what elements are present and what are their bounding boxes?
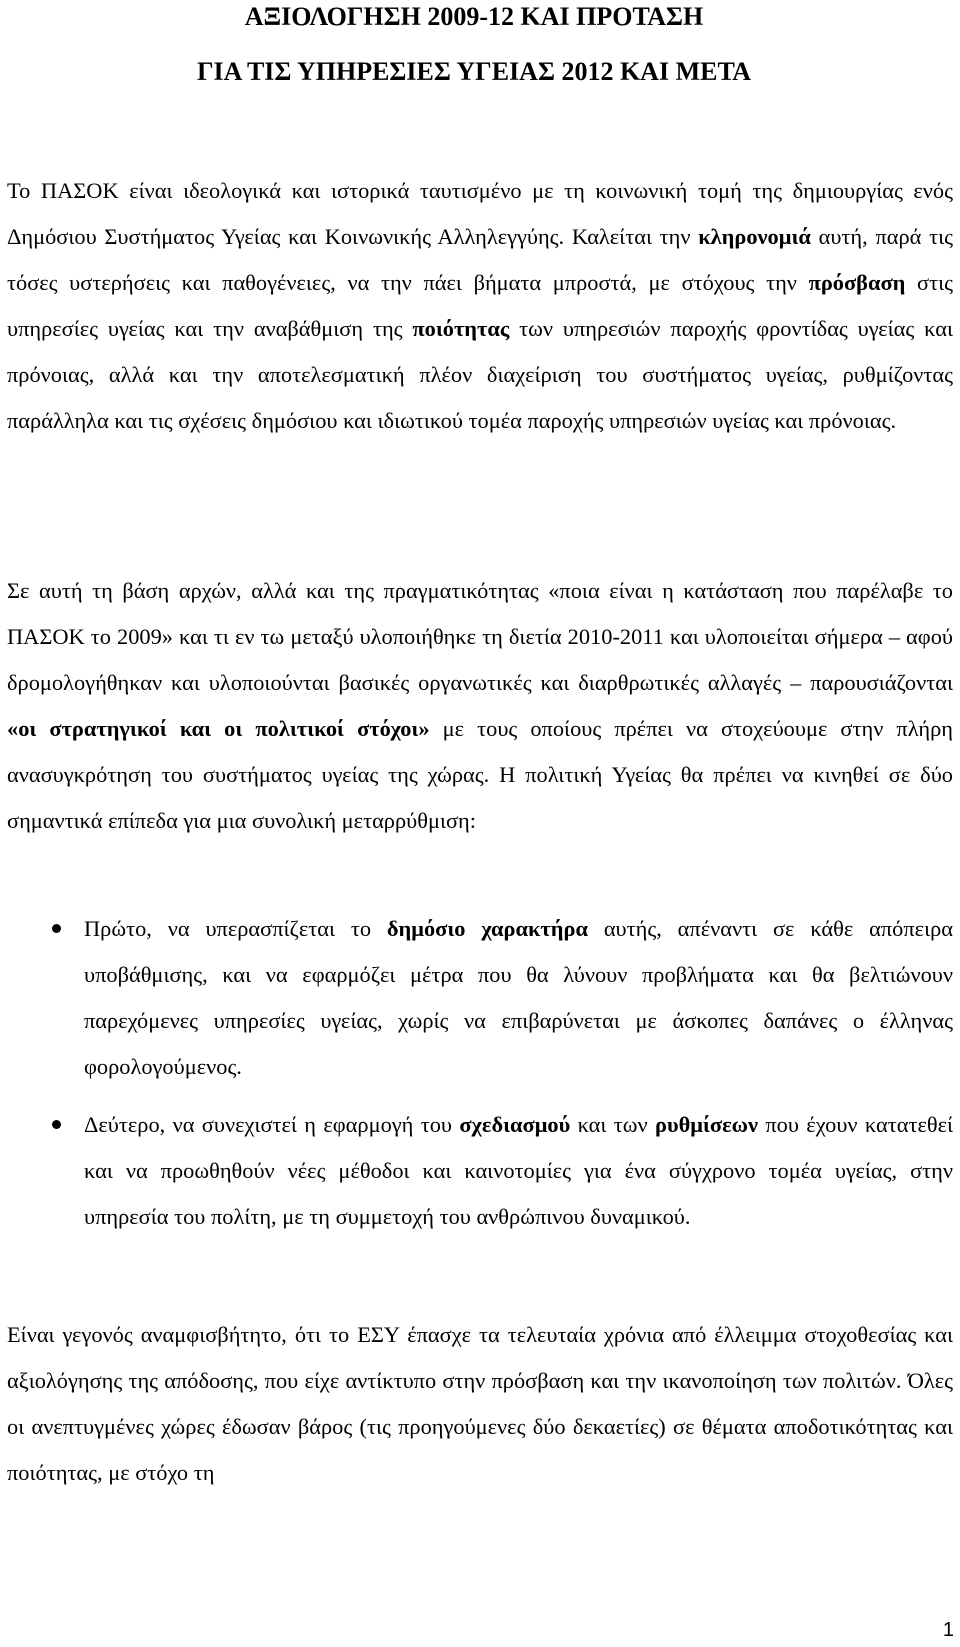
text-span: που έχουν κατατεθεί και να προωθηθούν νέες μέθοδοι και καινοτομίες για ένα σύγχρονο τομέα υγείας, στην υπηρεσία του πολίτη, με τη συμμετοχή του ανθρώπινου δυναμικού. [84,1112,953,1229]
bold-term: ρυθμίσεων [654,1112,759,1137]
bold-term: κληρονομιά [698,224,811,249]
paragraph-goals [7,568,953,844]
bullet-list [0,906,960,1252]
bold-term: «οι στρατηγικοί και οι πολιτικοί στόχοι» [7,716,430,741]
text-span: αυτής, απέναντι σε κάθε απόπειρα υποβάθμισης, και να εφαρμόζει μέτρα που θα λύνουν προβλήματα και θα βελτιώνουν παρεχόμενες υπηρεσίες υγείας, χωρίς να επιβαρύνεται με άσκοπες δαπάνες ο έλληνας φορολογούμενος. [84,916,953,1079]
text-span: με τους οποίους πρέπει να στοχεύουμε στην πλήρη ανασυγκρότηση του συστήματος υγείας της χώρας. Η πολιτική Υγείας θα πρέπει να κινηθεί σε δύο σημαντικά επίπεδα για μια συνολική μεταρρύθμιση: [7,716,953,833]
list-item [0,1102,960,1240]
text-span: των υπηρεσιών παροχής φροντίδας υγείας και πρόνοιας, αλλά και την αποτελεσματική πλέον διαχείριση του συστήματος υγείας, ρυθμίζοντας παράλληλα και τις σχέσεις δημόσιου και ιδιωτικού τομέα παροχής υπηρεσιών υγείας και πρόνοιας. [7,316,953,433]
text-span: Είναι γεγονός αναμφισβήτητο, ότι το ΕΣΥ έπασχε τα τελευταία χρόνια από έλλειμμα στοχοθεσίας και αξιολόγησης της απόδοσης, που είχε αντίκτυπο στην πρόσβαση και την ικανοποίηση των πολιτών. Όλες οι ανεπτυγμένες χώρες έδωσαν βάρος (τις προηγούμενες δύο δεκαετίες) σε θέματα αποδοτικότητας και ποιότητας, με στόχο τη [7,1322,953,1485]
paragraph-assessment [7,1312,953,1496]
paragraph-intro [7,168,953,444]
bold-term: δημόσιο χαρακτήρα [386,916,588,941]
text-span: Το ΠΑΣΟΚ είναι ιδεολογικά και ιστορικά ταυτισμένο με τη κοινωνική τομή της δημιουργίας ενός Δημόσιου Συστήματος Υγείας και Κοινωνικής Αλληλεγγύης. Καλείται την [7,178,953,249]
document-title-line-1: ΑΞΙΟΛΟΓΗΣΗ 2009-12 ΚΑΙ ΠΡΟΤΑΣΗ [244,2,704,31]
bold-term: σχεδιασμού [459,1112,571,1137]
page-number: 1 [942,1619,954,1641]
bold-term: ποιότητας [412,316,510,341]
bullet-text [84,906,953,1090]
text-span: στις υπηρεσίες υγείας και την αναβάθμιση της [7,270,953,341]
document-title-line-2: ΓΙΑ ΤΙΣ ΥΠΗΡΕΣΙΕΣ ΥΓΕΙΑΣ 2012 ΚΑΙ ΜΕΤΑ [196,57,752,86]
text-span: και των [570,1112,655,1137]
bullet-icon [52,1120,61,1129]
text-span: αυτή, παρά τις τόσες υστερήσεις και παθογένειες, να την πάει βήματα μπροστά, με στόχους την [7,224,953,295]
bullet-text [84,1102,953,1240]
text-span: Σε αυτή τη βάση αρχών, αλλά και της πραγματικότητας «ποια είναι η κατάσταση που παρέλαβε το ΠΑΣΟΚ το 2009» και τι εν τω μεταξύ υλοποιήθηκε τη διετία 2010-2011 και υλοποιείται σήμερα – αφού δρομολογήθηκαν και υλοποιούνται βασικές οργανωτικές και διαρθρωτικές αλλαγές – παρουσιάζονται [7,578,953,695]
bullet-icon [52,924,61,933]
text-span: Πρώτο, να υπερασπίζεται το [84,916,387,941]
bold-term: πρόσβαση [808,270,906,295]
text-span: Δεύτερο, να συνεχιστεί η εφαρμογή του [84,1112,460,1137]
list-item [0,906,960,1090]
